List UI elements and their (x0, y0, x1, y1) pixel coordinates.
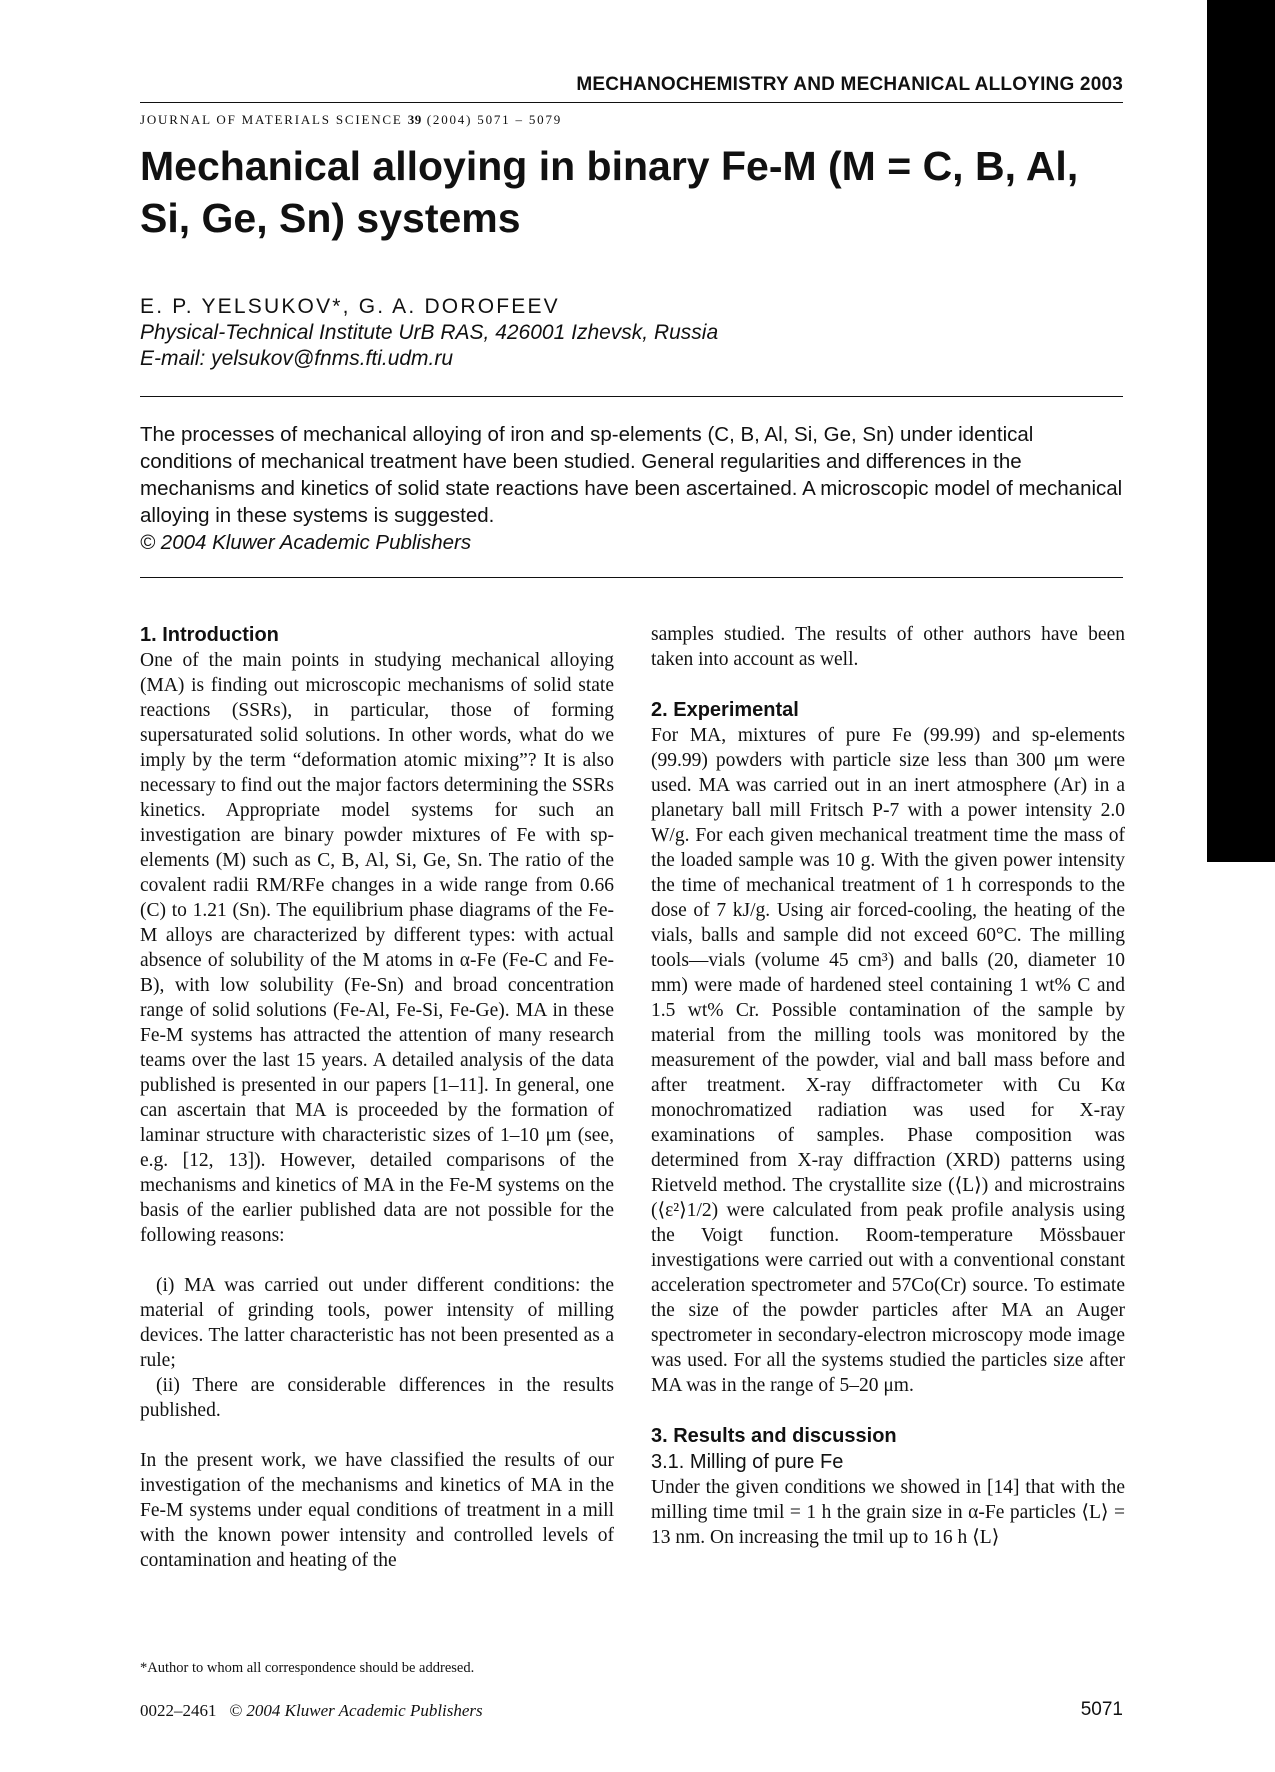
series-header: MECHANOCHEMISTRY AND MECHANICAL ALLOYING 2003 (576, 74, 1123, 95)
journal-citation (140, 112, 562, 128)
journal-year-pages: (2004) 5071 – 5079 (426, 112, 563, 127)
intro-paragraph-1: One of the main points in studying mechanical alloying (MA) is finding out microscopic mechanisms of solid state reactions (SSRs), in particular, those of forming supersaturated solid solutions. In other words, what do we imply by the term “deformation atomic mixing”? It is also necessary to find out the major factors determining the SSRs kinetics. Appropriate model systems for such an investigation are binary powder mixtures of Fe with sp-elements (M) such as C, B, Al, Si, Ge, Sn. The ratio of the covalent radii RM/RFe changes in a wide range from 0.66 (C) to 1.21 (Sn). The equilibrium phase diagrams of the Fe-M alloys are characterized by different types: with actual absence of solubility of the M atoms in α-Fe (Fe-C and Fe-B), with low solubility (Fe-Sn) and broad concentration range of solid solutions (Fe-Al, Fe-Si, Fe-Ge). MA in these Fe-M systems has attracted the attention of many research teams over the last 15 years. A detailed analysis of the data published is presented in our papers [1–11]. In general, one can ascertain that MA is proceeded by the formation of laminar structure with characteristic sizes of 1–10 μm (see, e.g. [12, 13]). However, detailed comparisons of the mechanisms and kinetics of MA in the Fe-M systems on the basis of the earlier published data are not possible for the following reasons: (140, 650, 614, 1246)
section-heading-results: 3. Results and discussion (651, 1425, 897, 1447)
left-column (140, 622, 614, 1573)
right-column (651, 622, 1125, 1550)
affiliation-block (140, 320, 718, 372)
page-number: 5071 (1080, 1699, 1123, 1720)
journal-volume: 39 (407, 112, 422, 127)
journal-name: JOURNAL OF MATERIALS SCIENCE (140, 112, 403, 127)
section-heading-experimental: 2. Experimental (651, 699, 799, 721)
abstract-bottom-rule (140, 577, 1123, 578)
author-email: E-mail: yelsukov@fnms.fti.udm.ru (140, 347, 454, 370)
footer-issn-copyright (140, 1701, 483, 1721)
abstract-top-rule (140, 396, 1123, 397)
abstract-copyright: © 2004 Kluwer Academic Publishers (140, 531, 472, 554)
issn: 0022–2461 (140, 1701, 217, 1720)
intro-paragraph-2-continued: samples studied. The results of other authors have been taken into account as well. (651, 624, 1125, 670)
header-rule (140, 102, 1123, 103)
intro-list-item-2: (ii) There are considerable differences in the results published. (140, 1375, 614, 1421)
milling-paragraph: Under the given conditions we showed in [14] that with the milling time tmil = 1 h the grain size in α-Fe particles ⟨L⟩ = 13 nm. On increasing the tmil up to 16 h ⟨L⟩ (651, 1477, 1125, 1548)
paper-title: Mechanical alloying in binary Fe-M (M = C, B, Al, Si, Ge, Sn) systems (140, 143, 1079, 241)
abstract (140, 421, 1123, 556)
section-heading-introduction: 1. Introduction (140, 624, 279, 646)
intro-paragraph-2: In the present work, we have classified the results of our investigation of the mechanisms and kinetics of MA in the Fe-M systems under equal conditions of treatment in a mill with the known power intensity and controlled levels of contamination and heating of the (140, 1450, 614, 1571)
footer-copyright: © 2004 Kluwer Academic Publishers (229, 1701, 483, 1720)
affiliation: Physical-Technical Institute UrB RAS, 426001 Izhevsk, Russia (140, 321, 719, 344)
intro-list-item-1: (i) MA was carried out under different conditions: the material of grinding tools, power intensity of milling devices. The latter characteristic has not been presented as a rule; (140, 1275, 614, 1371)
abstract-text: The processes of mechanical alloying of iron and sp-elements (C, B, Al, Si, Ge, Sn) under identical conditions of mechanical treatment have been studied. General regularities and differences in the mechanisms and kinetics of solid state reactions have been ascertained. A microscopic model of mechanical alloying in these systems is suggested. (140, 423, 1123, 527)
author-list: E. P. YELSUKOV*, G. A. DOROFEEV (140, 295, 560, 318)
author-footnote: *Author to whom all correspondence should be addresed. (140, 1660, 475, 1676)
page-edge-tab (1207, 0, 1275, 862)
experimental-paragraph: For MA, mixtures of pure Fe (99.99) and sp-elements (99.99) powders with particle size less than 300 μm were used. MA was carried out in an inert atmosphere (Ar) in a planetary ball mill Fritsch P-7 with a power intensity 2.0 W/g. For each given mechanical treatment time the mass of the loaded sample was 10 g. With the given power intensity the time of mechanical treatment of 1 h corresponds to the dose of 7 kJ/g. Using air forced-cooling, the heating of the vials, balls and sample did not exceed 60°C. The milling tools—vials (volume 45 cm³) and balls (20, diameter 10 mm) were made of hardened steel containing 1 wt% C and 1.5 wt% Cr. Possible contamination of the sample by material from the milling tools was monitored by the measurement of the powder, vial and ball mass before and after treatment. X-ray diffractometer with Cu Kα monochromatized radiation was used for X-ray examinations of samples. Phase composition was determined from X-ray diffraction (XRD) patterns using Rietveld method. The crystallite size (⟨L⟩) and microstrains (⟨ε²⟩1/2) were calculated from peak profile analysis using the Voigt function. Room-temperature Mössbauer investigations were carried out with a conventional constant acceleration spectrometer and 57Co(Cr) source. To estimate the size of the powder particles after MA an Auger spectrometer in secondary-electron microscopy mode image was used. For all the systems studied the particles size after MA was in the range of 5–20 μm. (651, 725, 1125, 1396)
subsection-heading-milling: 3.1. Milling of pure Fe (651, 1451, 844, 1473)
